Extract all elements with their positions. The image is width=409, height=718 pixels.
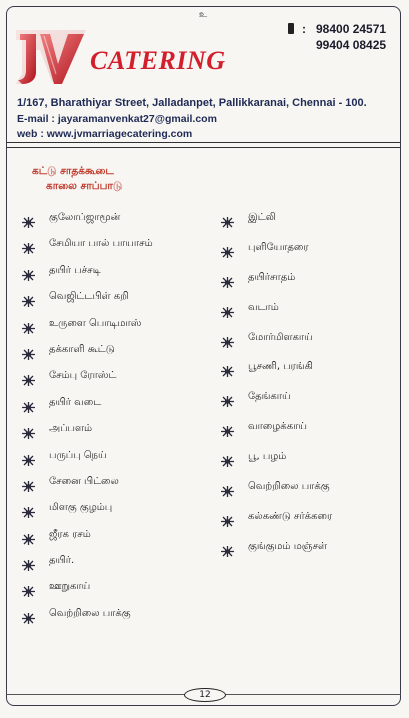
ornament-bullet-icon	[22, 530, 35, 549]
menu-item-label: மோர்மிளகாய்	[248, 331, 313, 343]
ornament-bullet-icon	[221, 482, 234, 501]
ornament-bullet-icon	[221, 243, 234, 262]
menu-item-label: ஜீரக ரசம்	[49, 528, 91, 540]
ornament-bullet-icon	[221, 273, 234, 292]
header-divider	[6, 147, 401, 148]
menu-item-label: கல்கண்டு சர்க்கரை	[248, 510, 333, 522]
phone-block	[288, 21, 386, 53]
menu-item-label: குங்குமம் மஞ்சள்	[248, 540, 328, 552]
menu-item-label: பூசணி, பரங்கி	[248, 361, 313, 373]
menu-item-label: தயிர்.	[49, 555, 75, 567]
page-border	[6, 6, 401, 706]
phone-number-2: 99404 08425	[316, 38, 387, 52]
phone-icon	[288, 23, 294, 34]
menu-item-label: புளியோதரை	[248, 241, 309, 253]
phone-number-1: 98400 24571	[316, 22, 387, 36]
phone-row	[288, 21, 386, 37]
ornament-bullet-icon	[221, 422, 234, 441]
email: E-mail : jayaramanvenkat27@gmail.com	[17, 113, 217, 125]
ornament-bullet-icon	[221, 213, 234, 232]
ornament-bullet-icon	[221, 333, 234, 352]
ornament-bullet-icon	[22, 213, 35, 232]
menu-item-label: பூ, பழம்	[248, 451, 287, 463]
phone-row	[288, 37, 386, 53]
menu-item-label: தயிர்சாதம்	[248, 271, 296, 283]
ornament-bullet-icon	[221, 542, 234, 561]
menu-heading	[32, 164, 122, 194]
menu-item-label: தயிர் வடை	[49, 396, 102, 408]
menu-item-label: வெற்றிலை பாக்கு	[49, 607, 131, 619]
menu-heading-line2: காலை சாப்பாடு	[46, 180, 123, 192]
menu-item-label: தயிர் பச்சடி	[49, 264, 101, 276]
ornament-bullet-icon	[22, 477, 35, 496]
ornament-bullet-icon	[22, 345, 35, 364]
ornament-bullet-icon	[22, 424, 35, 443]
ornament-bullet-icon	[221, 452, 234, 471]
menu-item-label: வாழைக்காய்	[248, 421, 307, 433]
ornament-bullet-icon	[22, 398, 35, 417]
ornament-bullet-icon	[22, 371, 35, 390]
menu-item-label: மிளகு குழம்பு	[49, 502, 113, 514]
ornament-bullet-icon	[22, 239, 35, 258]
address: 1/167, Bharathiyar Street, Jalladanpet, Pallikkaranai, Chennai - 100.	[17, 97, 367, 109]
menu-item-label: தேங்காய்	[248, 391, 291, 403]
ornament-bullet-icon	[22, 503, 35, 522]
menu-item-label: குலோப்ஜாமூன்	[49, 212, 121, 223]
ornament-bullet-icon	[22, 292, 35, 311]
menu-item-label: பருப்பு நெய்	[49, 449, 107, 461]
ornament-bullet-icon	[221, 362, 234, 381]
ornament-bullet-icon	[22, 319, 35, 338]
ornament-bullet-icon	[22, 451, 35, 470]
ornament-bullet-icon	[221, 392, 234, 411]
menu-item-label: அப்பளம்	[49, 423, 93, 435]
ornament-bullet-icon	[22, 609, 35, 628]
jv-logo	[16, 30, 88, 86]
ornament-bullet-icon	[22, 582, 35, 601]
menu-item-label: உருளை பொடிமாஸ்	[49, 317, 142, 329]
menu-item-label: ஊறுகாய்	[49, 581, 91, 593]
ornament-bullet-icon	[221, 512, 234, 531]
menu-item-label: சேனை பிட்லை	[49, 475, 119, 487]
phone-colon: :	[302, 22, 306, 36]
menu-item-label: சேம்பு ரோஸ்ட்	[49, 370, 117, 382]
menu-item-label: இட்லி	[248, 212, 276, 223]
ornament-bullet-icon	[221, 303, 234, 322]
menu-item-label: தக்காளி கூட்டு	[49, 343, 115, 355]
top-symbol: உ	[199, 10, 208, 20]
menu-item-label: சேமியா பால் பாயாசம்	[49, 238, 153, 250]
ornament-bullet-icon	[22, 266, 35, 285]
menu-heading-line1: கட்டு சாதக்கூடை	[32, 165, 114, 177]
ornament-bullet-icon	[22, 556, 35, 575]
page-number: 12	[184, 688, 226, 702]
header-divider	[6, 142, 401, 143]
website: web : www.jvmarriagecatering.com	[17, 128, 193, 140]
menu-item-label: வடாம்	[248, 301, 279, 313]
brand-name: CATERING	[90, 46, 226, 75]
menu-item-label: வெஜிட்டபிள் கறி	[49, 291, 129, 303]
menu-item-label: வெற்றிலை பாக்கு	[248, 481, 330, 493]
